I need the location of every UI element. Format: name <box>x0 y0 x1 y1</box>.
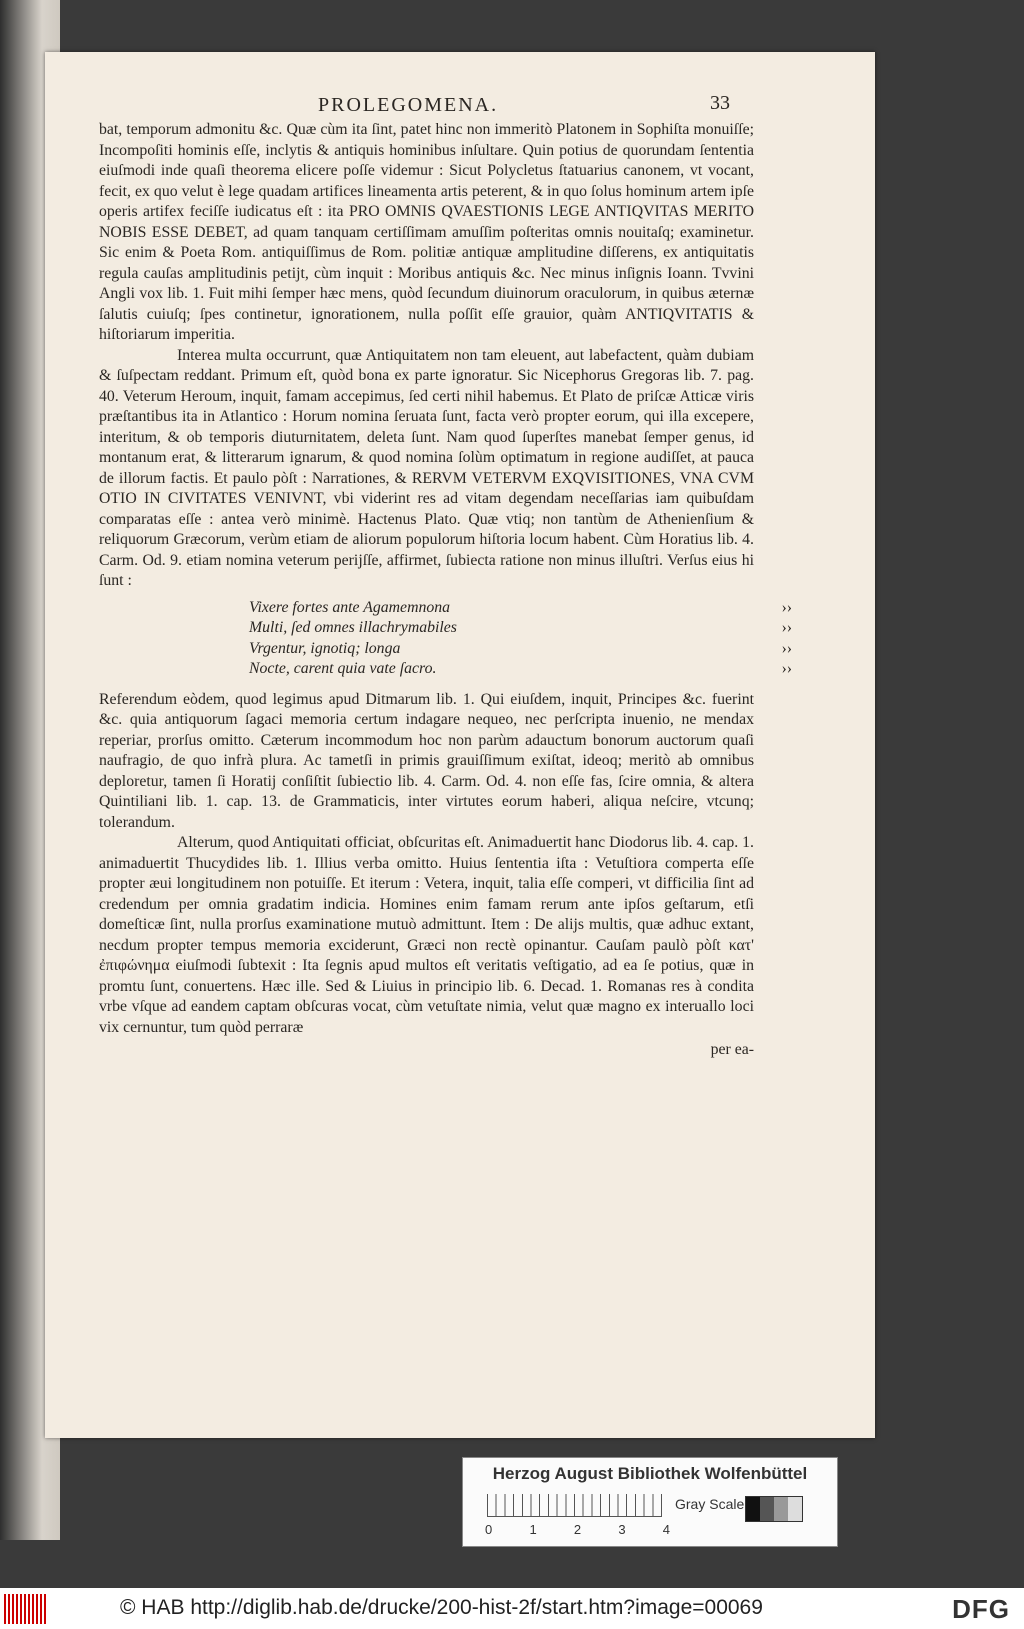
quote-mark: ›› <box>781 598 792 616</box>
catchword: per ea- <box>710 1041 754 1058</box>
credit-link[interactable]: © HAB http://diglib.hab.de/drucke/200-hist-2f/start.htm?image=00069 <box>120 1596 763 1619</box>
quote-mark: ›› <box>781 619 792 636</box>
gray-scale-label: Gray Scale <box>675 1496 745 1512</box>
quote-mark: ›› <box>781 660 792 677</box>
verse-line: Multi, ſed omnes illachrymabiles ›› <box>249 618 754 639</box>
footer-bar <box>0 1588 1024 1629</box>
verse-line: Nocte, carent quia vate ſacro. ›› <box>249 659 754 680</box>
scale-card <box>462 1457 838 1547</box>
paragraph-2: Interea multa occurrunt, quæ Antiquitatem non tam eleuent, aut labefactent, quàm dubiam & ſuſpectam reddant. Primum eſt, quòd bona ex parte ignoratur. Sic Nicephorus Gregoras lib. 7. pag. 40. Veterum Heroum, inquit, famam accepimus, ſed certi nihil habemus. Et Plato de priſcæ Atticæ viris præſtantibus ita in Atlantico : Horum nomina ſeruata ſunt, facta verò propter eorum, qui illa excepere, interitum, & ob temporis diuturnitatem, deleta ſunt. Nam quod ſuperſtes manebat ſemper genus, id montanum erat, & litterarum ignarum, & quod nomina ſolùm optimatum in regione audiſſet, at pauca de illorum factis. Et paulo pòſt : Narrationes, & RERVM VETERVM EXQVISITIONES, VNA CVM OTIO IN CIVITATES VENIVNT, vbi viderint res ad vitam degendam neceſſarias iam quibuſdam comparatas eſſe : antea verò minimè. Hactenus Plato. Quæ vtiq; non tantùm de Athenienſium & reliquorum Græcorum, verùm etiam de aliorum populorum hiſtoria locum habent. Cùm Horatius lib. 4. Carm. Od. 9. etiam nomina veterum perijſſe, affirmet, ſubiecta ratione non minus illuſtri. Verſus eius hi ſunt : <box>99 346 754 589</box>
verse-line: Vixere fortes ante Agamemnona ›› <box>249 598 754 619</box>
paragraph-4: Alterum, quod Antiquitati officiat, obſcuritas eſt. Animaduertit hanc Diodorus lib. 4. cap. 1. animaduertit Thucydides lib. 1. Illius verba omitto. Huius ſententia iſta : Vetuſtiora comperta eſſe propter æui longitudinem non potuiſſe. Et iterum : Vetera, inquit, talia eſſe comperi, vt difficilia ſint ad credendum per omnia gradatim indicia. Homines enim famam rerum ante ipſos geſtarum, etſi domeſticæ ſint, nulla prorſus examinatione mutuò admittunt. Item : De alijs multis, quæ adhuc extant, necdum propter tempus memoria exciderunt, Græci non rectè opinantur. Cauſam paulò pòſt κατ' ἐπιφώνημα eiuſmodi ſubtexit : Ita ſegnis apud multos eſt veritatis veſtigatio, ad ea ſe potius, quæ in promtu ſunt, conuertens. Hæc ille. Sed & Liuius in principio lib. 6. Decad. 1. Romanas res à condita vrbe vſque ad eandem captam obſcuras vocat, cùm vetuſtate nimia, velut quæ magno ex interuallo loci vix cernuntur, tum quòd perraræ <box>99 834 754 1036</box>
paragraph-1: bat, temporum admonitu &c. Quæ cùm ita ſint, patet hinc non immeritò Platonem in Sophiſta monuiſſe; Incompoſiti hominis eſſe, inclytis & antiquis hominibus inſultare. Quin potius de quorundam ſententia eiuſmodi inde quaſi theorema elicere poſſe videmur : Sicut Polycletus ſtatuarius canonem, vt vocant, fecit, ex quo velut è lege quadam artifices lineamenta artis peterent, & in quo ſolus hominum artem ipſe operis artifex feciſſe iudicatus eſt : ita PRO OMNIS QVAESTIONIS LEGE ANTIQVITAS MERITO NOBIS ESSE DEBET, ad quam tanquam certiſſimam amuſſim poſteritas omnis nouitaſq; examinetur. Sic enim & Poeta Rom. antiquiſſimus de Rom. politiæ antiquæ amplitudine diſſerens, ex antiquitatis regula cauſas amplitudinis petijt, cùm inquit : Moribus antiquis &c. Nec minus inſignis Ioann. Tvvini Angli vox lib. 1. Fuit mihi ſemper hæc mens, quòd ſecundum diuinorum oraculorum, in quibus æternæ ſalutis cuiuſq; ſpes continetur, ignorationem, nulla poſſit eſſe grauior, quàm ANTIQVITATIS & hiſtoriarum imperitia. <box>99 121 754 343</box>
dfg-logo: DFG <box>952 1594 1010 1624</box>
gray-scale-swatch <box>745 1496 803 1522</box>
barcode-icon <box>4 1594 46 1624</box>
paragraph-3: Referendum eòdem, quod legimus apud Ditmarum lib. 1. Qui eiuſdem, inquit, Principes &c. fuerint &c. quia antiquorum ſagaci memoria certum indagare nequeo, nec perſcripta inuenio, ne mendax reperiar, prorſus omitto. Cæterum incommodum hoc non parùm adauctum bonorum auctorum quaſi naufragio, de quo infrà plura. Ac tametſi in primis grauiſſimum exiſtat, ideoq; meritò ab omnibus deploretur, tamen ſi Horatij conſiſtit ſubiectio lib. 4. Carm. Od. 4. non eſſe fas, ſcire omnia, & altera Quintiliani lib. 1. cap. 13. de Grammaticis, inter virtutes eorum haberi, aliqua neſcire, vtcunq; tolerandum. <box>99 690 754 831</box>
quote-mark: ›› <box>781 639 792 657</box>
page-number: 33 <box>710 92 730 114</box>
running-head: PROLEGOMENA. <box>318 94 499 116</box>
verse-block <box>249 598 792 680</box>
ruler <box>487 1494 662 1517</box>
main-text <box>99 120 792 1061</box>
card-title: Herzog August Bibliothek Wolfenbüttel <box>492 1464 808 1483</box>
ruler-numbers: 0 1 2 3 4 <box>485 1522 670 1537</box>
verse-line: Vrgentur, ignotiq; longa ›› <box>249 639 754 660</box>
